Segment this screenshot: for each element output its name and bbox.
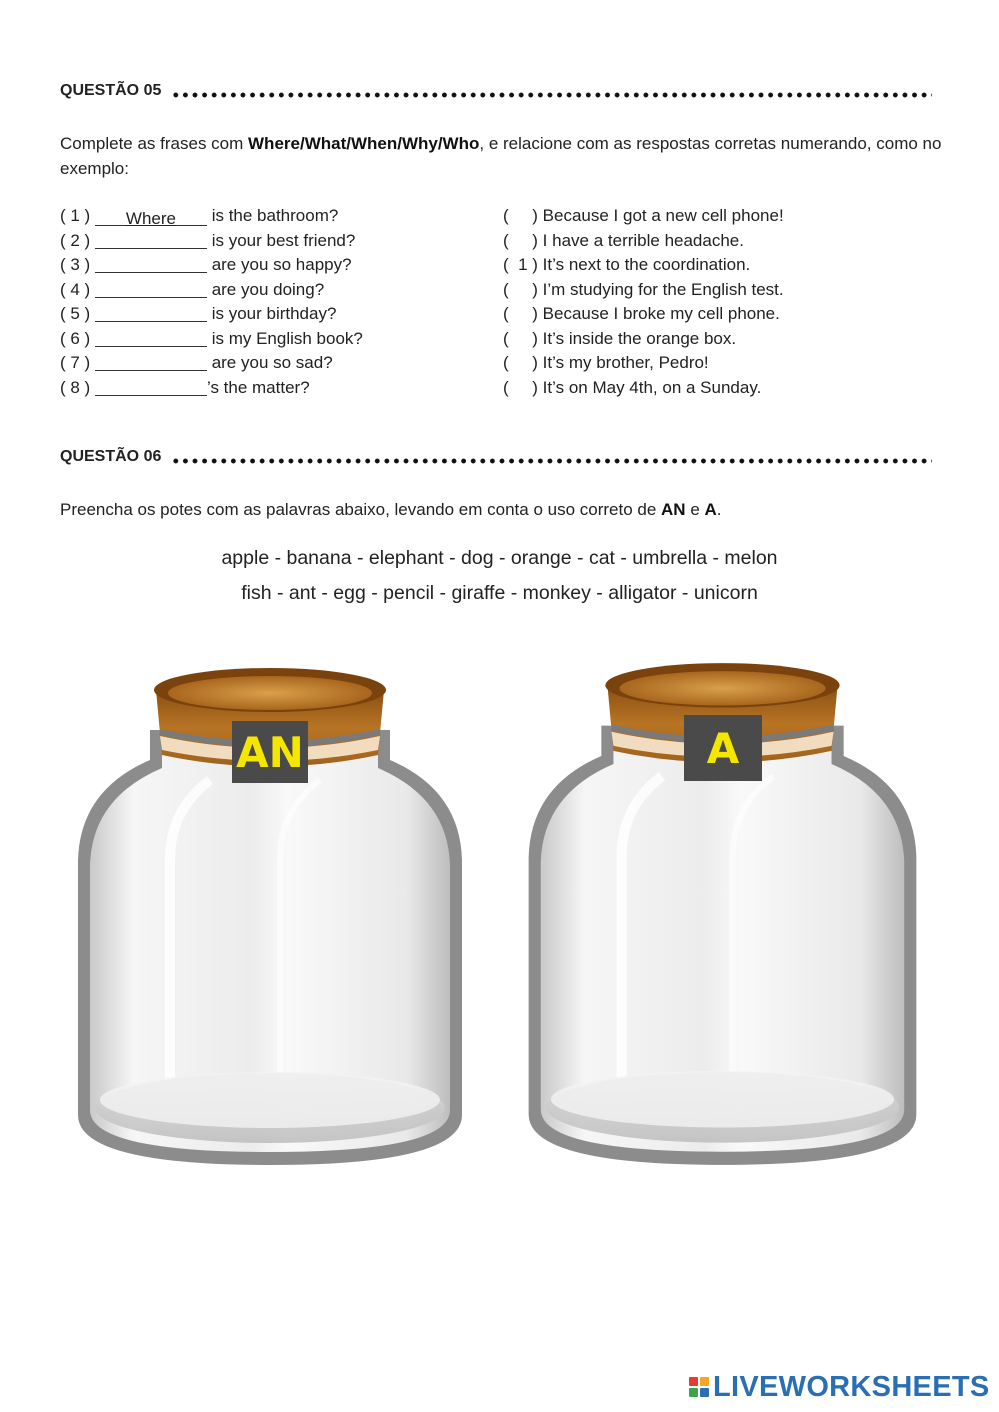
jar-label-an: AN [232,721,308,783]
word-list-line-1: apple - banana - elephant - dog - orange - cat - umbrella - melon [221,547,778,569]
question-row: ( 5 ) is your birthday? [60,304,337,323]
q6-instructions: Preencha os potes com as palavras abaixo, levando em conta o uso correto de AN e A. [60,500,722,519]
logo-square [700,1377,709,1386]
question-row: ( 4 ) are you doing? [60,279,325,299]
logo-mark-icon [689,1377,709,1397]
q6-header [60,442,932,466]
q5-dotted-rule [171,92,932,98]
answer-blank[interactable] [95,303,207,322]
answer-row[interactable]: ( ) I’m studying for the English test. [503,279,784,299]
answer-row[interactable]: ( ) Because I got a new cell phone! [503,206,784,225]
question-row: ( 7 ) are you so sad? [60,353,333,372]
answer-row[interactable]: ( ) Because I broke my cell phone. [503,304,780,323]
logo-square [700,1388,709,1397]
question-row: ( 8 ) ’s the matter? [60,377,310,397]
logo-text: LIVEWORKSHEETS [713,1370,990,1403]
q5-instructions: Complete as frases com Where/What/When/Why/Who, e relacione com as respostas corretas numerando, como no exemplo: [60,134,942,178]
jar-label-a: A [684,715,762,781]
answer-row[interactable]: ( ) It’s inside the orange box. [503,328,737,348]
answer-blank[interactable]: Where [95,207,207,226]
liveworksheets-logo[interactable] [689,1370,990,1404]
q5-header [60,76,932,100]
q5-title: QUESTÃO 05 [60,82,162,99]
question-row: ( 6 ) is my English book? [60,328,363,348]
answer-blank[interactable] [95,352,207,371]
logo-square [689,1388,698,1397]
answer-blank[interactable] [95,328,207,347]
q6-title: QUESTÃO 06 [60,448,162,465]
answer-blank[interactable] [95,230,207,249]
answer-row[interactable]: ( ) It’s my brother, Pedro! [503,353,709,372]
q5-answers [503,204,784,400]
question-row: ( 2 ) is your best friend? [60,230,356,250]
answer-row[interactable]: ( ) It’s on May 4th, on a Sunday. [503,377,762,397]
word-list-line-2: fish - ant - egg - pencil - giraffe - monkey - alligator - unicorn [241,582,758,604]
answer-blank[interactable] [95,254,207,273]
answer-blank[interactable] [95,377,207,396]
question-row: ( 1 ) Where is the bathroom? [60,206,339,228]
question-row: ( 3 ) are you so happy? [60,255,352,274]
logo-square [689,1377,698,1386]
q5-questions [60,204,363,400]
answer-row[interactable]: ( 1 ) It’s next to the coordination. [503,255,751,274]
q6-dotted-rule [171,458,932,464]
answer-blank[interactable] [95,279,207,298]
answer-row[interactable]: ( ) I have a terrible headache. [503,230,744,250]
